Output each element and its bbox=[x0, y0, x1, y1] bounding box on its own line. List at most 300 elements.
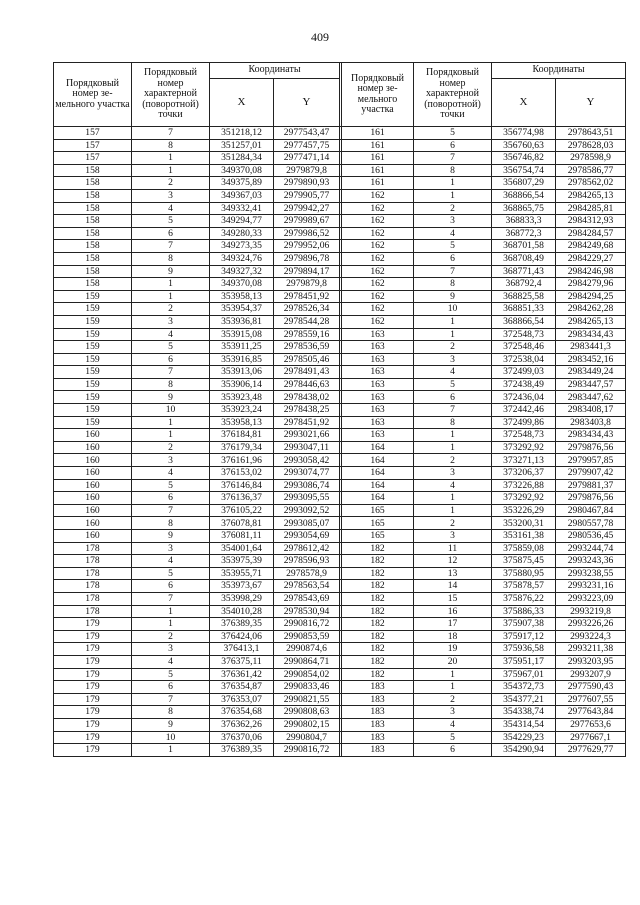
parcel-cell: 162 bbox=[342, 202, 414, 215]
point-cell: 2 bbox=[414, 202, 492, 215]
point-cell: 12 bbox=[414, 555, 492, 568]
point-cell: 6 bbox=[132, 353, 210, 366]
table-row bbox=[54, 668, 626, 681]
y-cell: 2984265,13 bbox=[556, 315, 626, 328]
point-cell: 2 bbox=[132, 177, 210, 190]
parcel-cell: 179 bbox=[54, 655, 132, 668]
y-cell: 2993058,42 bbox=[274, 454, 340, 467]
x-cell: 376370,06 bbox=[210, 731, 274, 744]
x-cell: 349332,41 bbox=[210, 202, 274, 215]
y-cell: 2983434,43 bbox=[556, 429, 626, 442]
y-cell: 2993224,3 bbox=[556, 630, 626, 643]
table-row bbox=[54, 202, 626, 215]
table-row bbox=[54, 580, 626, 593]
parcel-cell: 183 bbox=[342, 693, 414, 706]
point-cell: 5 bbox=[414, 127, 492, 140]
parcel-cell: 158 bbox=[54, 227, 132, 240]
x-cell: 351218,12 bbox=[210, 127, 274, 140]
table-row bbox=[54, 215, 626, 228]
x-cell: 354314,54 bbox=[492, 718, 556, 731]
parcel-cell: 162 bbox=[342, 215, 414, 228]
y-cell: 2978438,25 bbox=[274, 404, 340, 417]
parcel-cell: 157 bbox=[54, 139, 132, 152]
point-cell: 1 bbox=[414, 441, 492, 454]
parcel-cell: 179 bbox=[54, 706, 132, 719]
x-cell: 376424,06 bbox=[210, 630, 274, 643]
table-row bbox=[54, 567, 626, 580]
parcel-cell: 178 bbox=[54, 605, 132, 618]
point-cell: 16 bbox=[414, 605, 492, 618]
point-cell: 1 bbox=[132, 290, 210, 303]
point-cell: 5 bbox=[132, 567, 210, 580]
y-cell: 2978505,46 bbox=[274, 353, 340, 366]
page-number: 409 bbox=[311, 30, 329, 44]
table-row bbox=[54, 630, 626, 643]
x-cell: 375951,17 bbox=[492, 655, 556, 668]
y-cell: 2978491,43 bbox=[274, 366, 340, 379]
parcel-cell: 159 bbox=[54, 391, 132, 404]
point-cell: 3 bbox=[414, 530, 492, 543]
y-cell: 2978612,42 bbox=[274, 542, 340, 555]
table-row bbox=[54, 467, 626, 480]
y-cell: 2979879,8 bbox=[274, 164, 340, 177]
x-cell: 368851,33 bbox=[492, 303, 556, 316]
point-cell: 3 bbox=[414, 467, 492, 480]
point-cell: 7 bbox=[414, 404, 492, 417]
point-cell: 1 bbox=[132, 618, 210, 631]
point-cell: 5 bbox=[132, 341, 210, 354]
point-cell: 2 bbox=[414, 341, 492, 354]
x-cell: 372436,04 bbox=[492, 391, 556, 404]
point-cell: 6 bbox=[132, 681, 210, 694]
y-cell: 2978563,54 bbox=[274, 580, 340, 593]
point-cell: 1 bbox=[414, 681, 492, 694]
parcel-cell: 160 bbox=[54, 517, 132, 530]
point-cell: 10 bbox=[414, 303, 492, 316]
x-cell: 368833,3 bbox=[492, 215, 556, 228]
x-cell: 375936,58 bbox=[492, 643, 556, 656]
x-cell: 375859,08 bbox=[492, 542, 556, 555]
parcel-cell: 162 bbox=[342, 303, 414, 316]
table-row bbox=[54, 227, 626, 240]
y-cell: 2978596,93 bbox=[274, 555, 340, 568]
parcel-cell: 162 bbox=[342, 240, 414, 253]
parcel-cell: 164 bbox=[342, 454, 414, 467]
x-cell: 356760,63 bbox=[492, 139, 556, 152]
y-cell: 2990808,63 bbox=[274, 706, 340, 719]
y-cell: 2977653,6 bbox=[556, 718, 626, 731]
x-cell: 349280,33 bbox=[210, 227, 274, 240]
point-cell: 9 bbox=[414, 290, 492, 303]
y-cell: 2978451,92 bbox=[274, 416, 340, 429]
parcel-cell: 179 bbox=[54, 744, 132, 757]
y-cell: 2978628,03 bbox=[556, 139, 626, 152]
coordinates-table bbox=[53, 62, 626, 757]
table-row bbox=[54, 404, 626, 417]
table-row bbox=[54, 315, 626, 328]
point-cell: 5 bbox=[414, 240, 492, 253]
point-cell: 1 bbox=[414, 177, 492, 190]
x-cell: 368701,58 bbox=[492, 240, 556, 253]
y-cell: 2978530,94 bbox=[274, 605, 340, 618]
parcel-cell: 165 bbox=[342, 517, 414, 530]
point-cell: 1 bbox=[132, 605, 210, 618]
table-row bbox=[54, 139, 626, 152]
header-coords-right: Координаты bbox=[492, 63, 626, 79]
x-cell: 372548,73 bbox=[492, 328, 556, 341]
parcel-cell: 160 bbox=[54, 441, 132, 454]
y-cell: 2993231,16 bbox=[556, 580, 626, 593]
parcel-cell: 161 bbox=[342, 177, 414, 190]
parcel-cell: 161 bbox=[342, 127, 414, 140]
parcel-cell: 182 bbox=[342, 567, 414, 580]
parcel-cell: 159 bbox=[54, 303, 132, 316]
parcel-cell: 178 bbox=[54, 542, 132, 555]
point-cell: 7 bbox=[132, 240, 210, 253]
point-cell: 7 bbox=[414, 265, 492, 278]
x-cell: 376136,37 bbox=[210, 492, 274, 505]
y-cell: 2990804,7 bbox=[274, 731, 340, 744]
point-cell: 8 bbox=[132, 706, 210, 719]
point-cell: 3 bbox=[414, 353, 492, 366]
parcel-cell: 163 bbox=[342, 353, 414, 366]
y-cell: 2979989,67 bbox=[274, 215, 340, 228]
table-row bbox=[54, 240, 626, 253]
x-cell: 376153,02 bbox=[210, 467, 274, 480]
table-row bbox=[54, 555, 626, 568]
x-cell: 353954,37 bbox=[210, 303, 274, 316]
point-cell: 3 bbox=[132, 542, 210, 555]
table-row bbox=[54, 706, 626, 719]
parcel-cell: 161 bbox=[342, 139, 414, 152]
parcel-cell: 182 bbox=[342, 580, 414, 593]
x-cell: 353915,08 bbox=[210, 328, 274, 341]
header-x-right: X bbox=[492, 79, 556, 127]
parcel-cell: 163 bbox=[342, 328, 414, 341]
point-cell: 1 bbox=[132, 429, 210, 442]
parcel-cell: 182 bbox=[342, 555, 414, 568]
x-cell: 375875,45 bbox=[492, 555, 556, 568]
table-row bbox=[54, 643, 626, 656]
point-cell: 6 bbox=[132, 580, 210, 593]
parcel-cell: 160 bbox=[54, 467, 132, 480]
x-cell: 349370,08 bbox=[210, 278, 274, 291]
parcel-cell: 159 bbox=[54, 366, 132, 379]
y-cell: 2990854,02 bbox=[274, 668, 340, 681]
point-cell: 3 bbox=[132, 315, 210, 328]
parcel-cell: 160 bbox=[54, 429, 132, 442]
x-cell: 353161,38 bbox=[492, 530, 556, 543]
point-cell: 4 bbox=[132, 555, 210, 568]
point-cell: 5 bbox=[132, 668, 210, 681]
parcel-cell: 158 bbox=[54, 189, 132, 202]
y-cell: 2993226,26 bbox=[556, 618, 626, 631]
x-cell: 353906,14 bbox=[210, 378, 274, 391]
x-cell: 372548,73 bbox=[492, 429, 556, 442]
x-cell: 376184,81 bbox=[210, 429, 274, 442]
parcel-cell: 159 bbox=[54, 341, 132, 354]
x-cell: 356746,82 bbox=[492, 152, 556, 165]
y-cell: 2978578,9 bbox=[274, 567, 340, 580]
parcel-cell: 157 bbox=[54, 152, 132, 165]
table-row bbox=[54, 378, 626, 391]
point-cell: 7 bbox=[132, 592, 210, 605]
x-cell: 354001,64 bbox=[210, 542, 274, 555]
table-row bbox=[54, 278, 626, 291]
parcel-cell: 182 bbox=[342, 542, 414, 555]
point-cell: 1 bbox=[132, 164, 210, 177]
x-cell: 356807,29 bbox=[492, 177, 556, 190]
header-x-left: X bbox=[210, 79, 274, 127]
y-cell: 2977543,47 bbox=[274, 127, 340, 140]
parcel-cell: 179 bbox=[54, 630, 132, 643]
header-point-right: Порядковый номер характерной (поворотной) точки bbox=[414, 63, 492, 127]
x-cell: 372538,04 bbox=[492, 353, 556, 366]
y-cell: 2993207,9 bbox=[556, 668, 626, 681]
point-cell: 4 bbox=[132, 467, 210, 480]
x-cell: 353226,29 bbox=[492, 504, 556, 517]
parcel-cell: 164 bbox=[342, 492, 414, 505]
parcel-cell: 158 bbox=[54, 240, 132, 253]
y-cell: 2984229,27 bbox=[556, 252, 626, 265]
table-row bbox=[54, 441, 626, 454]
y-cell: 2979876,56 bbox=[556, 492, 626, 505]
x-cell: 375880,95 bbox=[492, 567, 556, 580]
point-cell: 1 bbox=[414, 315, 492, 328]
table-row bbox=[54, 592, 626, 605]
y-cell: 2983403,8 bbox=[556, 416, 626, 429]
parcel-cell: 158 bbox=[54, 164, 132, 177]
y-cell: 2978544,28 bbox=[274, 315, 340, 328]
table-row bbox=[54, 542, 626, 555]
y-cell: 2977667,1 bbox=[556, 731, 626, 744]
point-cell: 3 bbox=[414, 706, 492, 719]
x-cell: 353998,29 bbox=[210, 592, 274, 605]
point-cell: 2 bbox=[132, 441, 210, 454]
parcel-cell: 183 bbox=[342, 731, 414, 744]
point-cell: 9 bbox=[132, 718, 210, 731]
point-cell: 10 bbox=[132, 731, 210, 744]
parcel-cell: 183 bbox=[342, 718, 414, 731]
point-cell: 2 bbox=[132, 303, 210, 316]
y-cell: 2978526,34 bbox=[274, 303, 340, 316]
point-cell: 4 bbox=[414, 479, 492, 492]
table-row bbox=[54, 416, 626, 429]
y-cell: 2983449,24 bbox=[556, 366, 626, 379]
parcel-cell: 159 bbox=[54, 416, 132, 429]
point-cell: 1 bbox=[132, 152, 210, 165]
y-cell: 2978438,02 bbox=[274, 391, 340, 404]
parcel-cell: 157 bbox=[54, 127, 132, 140]
y-cell: 2983447,57 bbox=[556, 378, 626, 391]
table-row bbox=[54, 530, 626, 543]
point-cell: 1 bbox=[132, 744, 210, 757]
y-cell: 2983441,3 bbox=[556, 341, 626, 354]
y-cell: 2990864,71 bbox=[274, 655, 340, 668]
table-row bbox=[54, 454, 626, 467]
table-row bbox=[54, 504, 626, 517]
y-cell: 2980557,78 bbox=[556, 517, 626, 530]
y-cell: 2983408,17 bbox=[556, 404, 626, 417]
point-cell: 4 bbox=[414, 366, 492, 379]
point-cell: 7 bbox=[132, 504, 210, 517]
point-cell: 13 bbox=[414, 567, 492, 580]
parcel-cell: 159 bbox=[54, 315, 132, 328]
y-cell: 2979876,56 bbox=[556, 441, 626, 454]
table-row bbox=[54, 517, 626, 530]
parcel-cell: 165 bbox=[342, 530, 414, 543]
parcel-cell: 179 bbox=[54, 718, 132, 731]
table-row bbox=[54, 303, 626, 316]
x-cell: 372442,46 bbox=[492, 404, 556, 417]
x-cell: 368772,3 bbox=[492, 227, 556, 240]
y-cell: 2978446,63 bbox=[274, 378, 340, 391]
table-row bbox=[54, 731, 626, 744]
parcel-cell: 183 bbox=[342, 744, 414, 757]
parcel-cell: 179 bbox=[54, 731, 132, 744]
parcel-cell: 182 bbox=[342, 618, 414, 631]
x-cell: 372548,46 bbox=[492, 341, 556, 354]
x-cell: 368708,49 bbox=[492, 252, 556, 265]
y-cell: 2979907,42 bbox=[556, 467, 626, 480]
parcel-cell: 179 bbox=[54, 681, 132, 694]
point-cell: 11 bbox=[414, 542, 492, 555]
y-cell: 2993203,95 bbox=[556, 655, 626, 668]
table-row bbox=[54, 391, 626, 404]
x-cell: 372499,03 bbox=[492, 366, 556, 379]
point-cell: 5 bbox=[414, 731, 492, 744]
x-cell: 375886,33 bbox=[492, 605, 556, 618]
y-cell: 2979957,85 bbox=[556, 454, 626, 467]
parcel-cell: 163 bbox=[342, 378, 414, 391]
y-cell: 2978451,92 bbox=[274, 290, 340, 303]
y-cell: 2979905,77 bbox=[274, 189, 340, 202]
point-cell: 14 bbox=[414, 580, 492, 593]
parcel-cell: 178 bbox=[54, 592, 132, 605]
y-cell: 2977607,55 bbox=[556, 693, 626, 706]
y-cell: 2984294,25 bbox=[556, 290, 626, 303]
table-row bbox=[54, 479, 626, 492]
x-cell: 351284,34 bbox=[210, 152, 274, 165]
parcel-cell: 164 bbox=[342, 441, 414, 454]
table-row bbox=[54, 252, 626, 265]
point-cell: 18 bbox=[414, 630, 492, 643]
point-cell: 1 bbox=[414, 668, 492, 681]
parcel-cell: 159 bbox=[54, 353, 132, 366]
table-row bbox=[54, 429, 626, 442]
header-parcel-left: Порядковый номер зе-мельного участка bbox=[54, 63, 132, 127]
table-row bbox=[54, 366, 626, 379]
point-cell: 8 bbox=[414, 416, 492, 429]
y-cell: 2978643,51 bbox=[556, 127, 626, 140]
point-cell: 8 bbox=[132, 139, 210, 152]
parcel-cell: 182 bbox=[342, 592, 414, 605]
y-cell: 2983452,16 bbox=[556, 353, 626, 366]
x-cell: 368866,54 bbox=[492, 189, 556, 202]
parcel-cell: 179 bbox=[54, 693, 132, 706]
parcel-cell: 163 bbox=[342, 429, 414, 442]
table-row bbox=[54, 127, 626, 140]
x-cell: 376361,42 bbox=[210, 668, 274, 681]
x-cell: 376389,35 bbox=[210, 744, 274, 757]
x-cell: 376078,81 bbox=[210, 517, 274, 530]
y-cell: 2979890,93 bbox=[274, 177, 340, 190]
point-cell: 5 bbox=[132, 215, 210, 228]
x-cell: 354010,28 bbox=[210, 605, 274, 618]
parcel-cell: 163 bbox=[342, 366, 414, 379]
parcel-cell: 159 bbox=[54, 404, 132, 417]
x-cell: 376389,35 bbox=[210, 618, 274, 631]
y-cell: 2980536,45 bbox=[556, 530, 626, 543]
point-cell: 4 bbox=[132, 655, 210, 668]
parcel-cell: 179 bbox=[54, 618, 132, 631]
point-cell: 1 bbox=[414, 189, 492, 202]
y-cell: 2984249,68 bbox=[556, 240, 626, 253]
point-cell: 3 bbox=[132, 643, 210, 656]
table-row bbox=[54, 164, 626, 177]
x-cell: 373292,92 bbox=[492, 441, 556, 454]
parcel-cell: 160 bbox=[54, 479, 132, 492]
header-y-left: Y bbox=[274, 79, 340, 127]
point-cell: 6 bbox=[414, 139, 492, 152]
x-cell: 376146,84 bbox=[210, 479, 274, 492]
x-cell: 376375,11 bbox=[210, 655, 274, 668]
point-cell: 6 bbox=[132, 492, 210, 505]
table-row bbox=[54, 618, 626, 631]
parcel-cell: 179 bbox=[54, 668, 132, 681]
parcel-cell: 163 bbox=[342, 341, 414, 354]
table-row bbox=[54, 605, 626, 618]
parcel-cell: 182 bbox=[342, 630, 414, 643]
y-cell: 2990833,46 bbox=[274, 681, 340, 694]
parcel-cell: 162 bbox=[342, 315, 414, 328]
x-cell: 354338,74 bbox=[492, 706, 556, 719]
x-cell: 351257,01 bbox=[210, 139, 274, 152]
y-cell: 2979986,52 bbox=[274, 227, 340, 240]
y-cell: 2993086,74 bbox=[274, 479, 340, 492]
y-cell: 2978559,16 bbox=[274, 328, 340, 341]
y-cell: 2978562,02 bbox=[556, 177, 626, 190]
point-cell: 4 bbox=[414, 718, 492, 731]
x-cell: 368792,4 bbox=[492, 278, 556, 291]
point-cell: 6 bbox=[132, 227, 210, 240]
parcel-cell: 182 bbox=[342, 668, 414, 681]
y-cell: 2993092,52 bbox=[274, 504, 340, 517]
point-cell: 19 bbox=[414, 643, 492, 656]
x-cell: 349375,89 bbox=[210, 177, 274, 190]
x-cell: 375876,22 bbox=[492, 592, 556, 605]
point-cell: 9 bbox=[132, 530, 210, 543]
parcel-cell: 158 bbox=[54, 252, 132, 265]
x-cell: 354229,23 bbox=[492, 731, 556, 744]
point-cell: 8 bbox=[132, 378, 210, 391]
y-cell: 2990853,59 bbox=[274, 630, 340, 643]
y-cell: 2984285,81 bbox=[556, 202, 626, 215]
table-row bbox=[54, 655, 626, 668]
x-cell: 368865,75 bbox=[492, 202, 556, 215]
point-cell: 2 bbox=[414, 454, 492, 467]
x-cell: 353955,71 bbox=[210, 567, 274, 580]
y-cell: 2977643,84 bbox=[556, 706, 626, 719]
point-cell: 7 bbox=[414, 152, 492, 165]
y-cell: 2978586,77 bbox=[556, 164, 626, 177]
x-cell: 375967,01 bbox=[492, 668, 556, 681]
x-cell: 373206,37 bbox=[492, 467, 556, 480]
y-cell: 2993085,07 bbox=[274, 517, 340, 530]
x-cell: 376362,26 bbox=[210, 718, 274, 731]
y-cell: 2984246,98 bbox=[556, 265, 626, 278]
point-cell: 9 bbox=[132, 265, 210, 278]
